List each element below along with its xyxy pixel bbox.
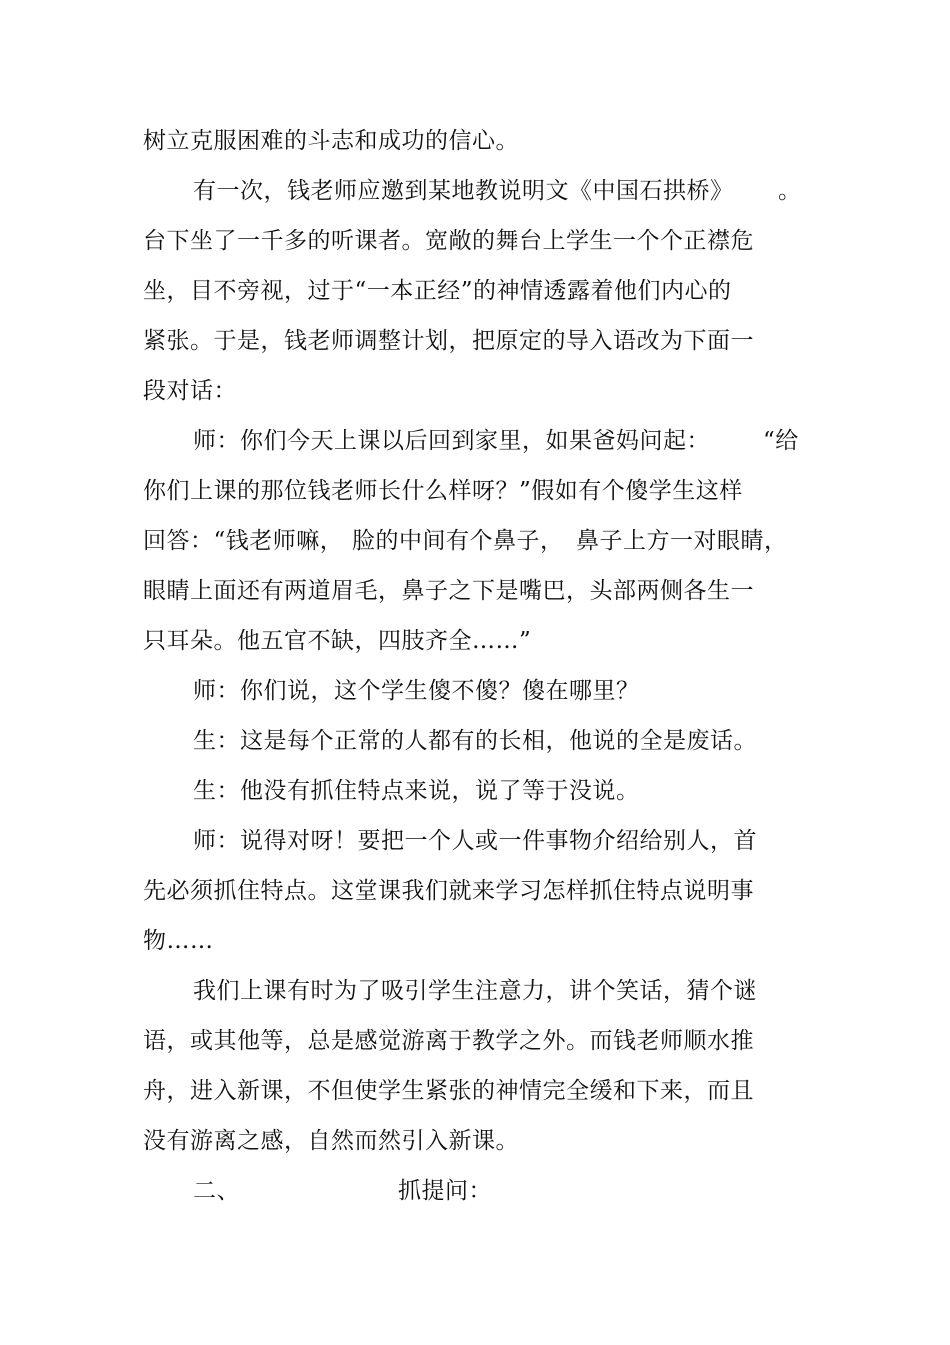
paragraph-line: 舟，进入新课，不但使学生紧张的神情完全缓和下来，而且 xyxy=(143,1078,754,1104)
dialogue-line: 回答：“钱老师嘛， xyxy=(143,528,344,554)
dialogue-line: 你们上课的那位钱老师长什么样呀？”假如有个傻学生这样 xyxy=(143,478,743,504)
dialogue-line: 师：说得对呀！要把一个人或一件事物介绍给别人，首 xyxy=(193,828,757,854)
dialogue-line: 眼睛上面还有两道眉毛，鼻子之下是嘴巴，头部两侧各生一 xyxy=(143,578,754,604)
paragraph-line: 语，或其他等，总是感觉游离于教学之外。而钱老师顺水推 xyxy=(143,1028,754,1054)
dialogue-line: “给 xyxy=(763,428,799,454)
paragraph-line: 没有游离之感，自然而然引入新课。 xyxy=(143,1128,519,1154)
section-number: 二、 xyxy=(193,1178,240,1204)
paragraph-line: 。 xyxy=(778,178,802,204)
section-heading: 抓提问： xyxy=(398,1178,492,1204)
dialogue-line: 只耳朵。他五官不缺，四肢齐全……” xyxy=(143,628,532,654)
dialogue-line: 物…… xyxy=(143,928,214,954)
paragraph-line: 段对话： xyxy=(143,378,237,404)
dialogue-line: 师：你们说，这个学生傻不傻？傻在哪里？ xyxy=(193,678,640,704)
paragraph-line: 台下坐了一千多的听课者。宽敞的舞台上学生一个个正襟危 xyxy=(143,228,754,254)
dialogue-line: 鼻子上方一对眼睛， xyxy=(576,528,788,554)
dialogue-line: 脸的中间有个鼻子， xyxy=(352,528,564,554)
paragraph-line: 紧张。于是，钱老师调整计划，把原定的导入语改为下面一 xyxy=(143,328,754,354)
paragraph-line: 我们上课有时为了吸引学生注意力，讲个笑话，猜个谜 xyxy=(193,978,757,1004)
dialogue-line: 生：他没有抓住特点来说，说了等于没说。 xyxy=(193,778,640,804)
dialogue-line: 生：这是每个正常的人都有的长相，他说的全是废话。 xyxy=(193,728,757,754)
dialogue-line: 师：你们今天上课以后回到家里，如果爸妈问起： xyxy=(193,428,710,454)
paragraph-line: 树立克服困难的斗志和成功的信心。 xyxy=(143,128,519,154)
paragraph-line: 有一次，钱老师应邀到某地教说明文《中国石拱桥》 xyxy=(193,178,734,204)
paragraph-line: 坐，目不旁视，过于“一本正经”的神情透露着他们内心的 xyxy=(143,278,732,304)
dialogue-line: 先必须抓住特点。这堂课我们就来学习怎样抓住特点说明事 xyxy=(143,878,754,904)
